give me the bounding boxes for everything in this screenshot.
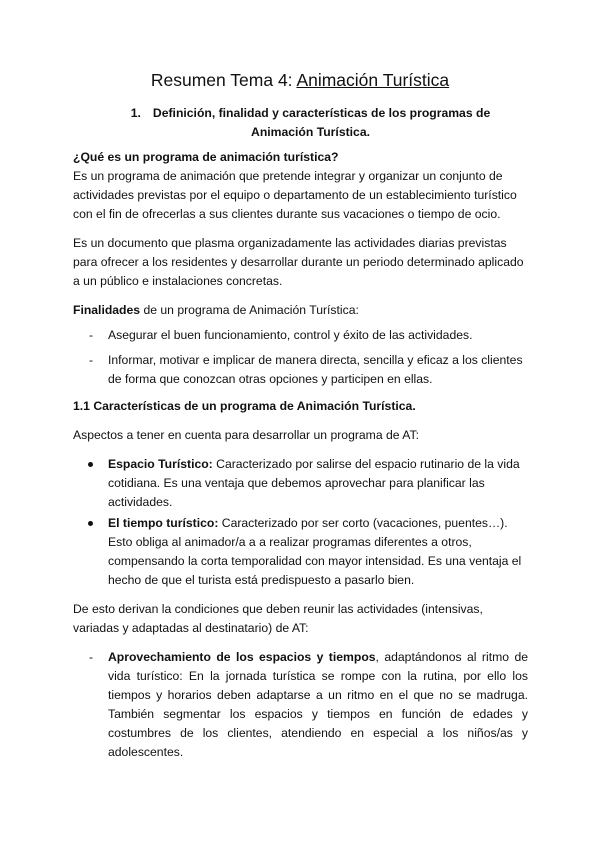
bullet-bold: Espacio Turístico: [108,457,213,471]
list-item-text: Informar, motivar e implicar de manera directa, sencilla y eficaz a los clientes de forma que conozcan otras opciones y participen en ellas. [108,353,523,386]
derivan-paragraph: De esto derivan la condiciones que deben reunir las actividades (intensivas, variadas y adaptadas al destinatario) de AT: [73,602,483,635]
finalidades-intro [73,301,528,320]
aspectos-list [73,455,528,590]
title-prefix: Resumen Tema 4: [150,70,297,90]
section-heading-1-1: 1.1 Características de un programa de Animación Turística. [73,399,416,413]
finalidades-list [73,326,528,389]
list-item [73,514,528,590]
finalidades-rest: de un programa de Animación Turística: [140,303,359,317]
list-item [73,351,528,389]
document-body [73,104,528,770]
heading-number: 1. [130,106,141,120]
dash-marker: - [89,328,94,342]
bullet-marker [88,462,93,467]
finalidades-bold: Finalidades [73,303,141,317]
bullet-marker [88,521,93,526]
page-title [0,70,600,91]
list-item-bold: Aprovechamiento de los espacios y tiempos [108,650,376,664]
dash-marker: - [89,353,94,367]
list-item [73,326,528,345]
question-heading: ¿Qué es un programa de animación turística? [73,150,339,164]
paragraph-document: Es un documento que plasma organizadamente las actividades diarias previstas para ofrecer a los residentes y desarrollar durante un periodo determinado aplicado a un público e instalaciones concretas. [73,236,524,288]
heading-text: Definición, finalidad y características de los programas de Animación Turística. [152,106,491,139]
list-item-text: Asegurar el buen funcionamiento, control y éxito de las actividades. [108,328,473,342]
paragraph-definition: Es un programa de animación que pretende integrar y organizar un conjunto de actividades previstas por el equipo o departamento de un establecimiento turístico con el fin de ofrecerlas a sus clientes durante sus vacaciones o tiempo de ocio. [73,169,517,221]
list-item [73,648,528,762]
title-underlined: Animación Turística [296,70,450,90]
list-item [73,455,528,512]
dash-marker: - [89,650,94,664]
bullet-text: Caracterizado por salirse del espacio rutinario de la vida cotidiana. Es una ventaja que debemos aprovechar para planificar las actividades. [108,457,520,509]
condiciones-list [73,648,528,762]
section-heading-1 [73,104,528,142]
aspectos-intro: Aspectos a tener en cuenta para desarrollar un programa de AT: [73,428,419,442]
bullet-text: Caracterizado por ser corto (vacaciones, puentes…). Esto obliga al animador/a a a realizar programas diferentes a otros, compensando la corta temporalidad con mayor intensidad. Es una ventaja el hecho de que el turista está predispuesto a pasarlo bien. [108,516,522,587]
bullet-bold: El tiempo turístico: [108,516,219,530]
list-item-text: , adaptándonos al ritmo de vida turístico: En la jornada turística se rompe con la rutina, por ello los tiempos y horarios deben adaptarse a un ritmo en el que no se madruga. También segmentar los espacios y tiempos en función de edades y costumbres de los clientes, atendiendo en especial a los niños/as y adolescentes. [108,650,528,759]
